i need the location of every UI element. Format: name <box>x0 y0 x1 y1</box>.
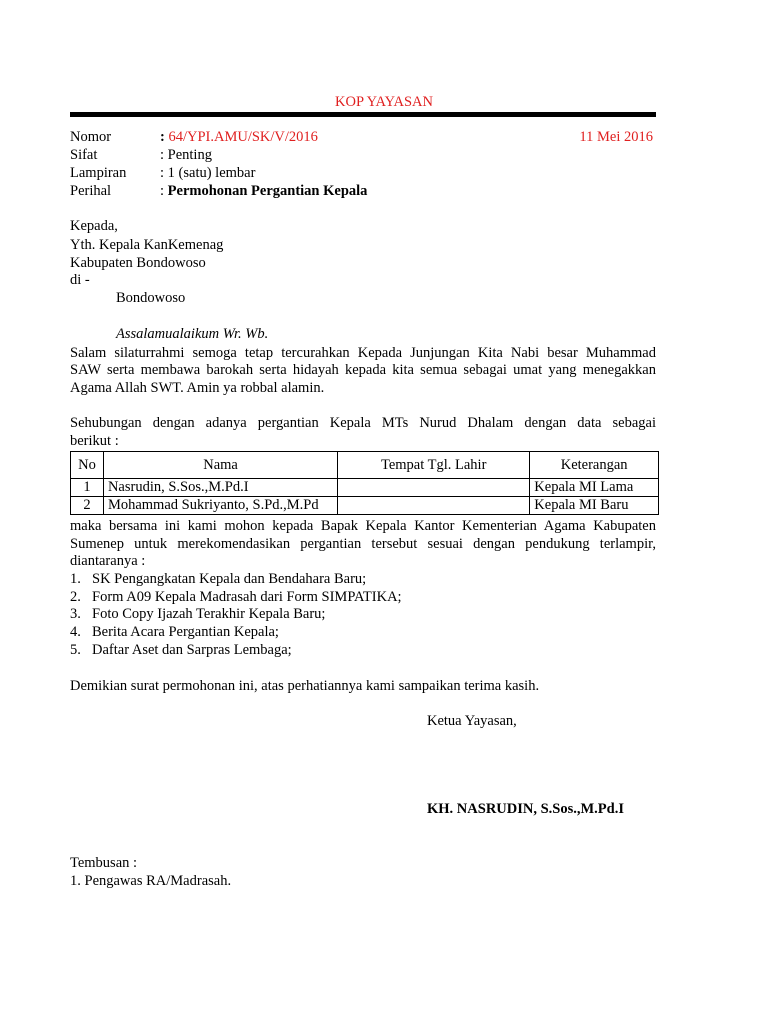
list-item: 4. Berita Acara Pergantian Kepala; <box>70 624 279 640</box>
table-row <box>71 497 659 515</box>
list-item: 2. Form A09 Kepala Madrasah dari Form SIMPATIKA; <box>70 589 402 605</box>
closing-sentence: Demikian surat permohonan ini, atas perhatiannya kami sampaikan terima kasih. <box>70 678 540 694</box>
recipient-kabupaten: Kabupaten Bondowoso <box>70 255 206 271</box>
para2-line2: berikut : <box>70 433 119 449</box>
lampiran-value: : 1 (satu) lembar <box>160 165 256 181</box>
tembusan-item: 1. Pengawas RA/Madrasah. <box>70 873 232 889</box>
table-cell-no: 1 <box>71 479 104 497</box>
table-row <box>71 479 659 497</box>
perihal-value: : Permohonan Pergantian Kepala <box>160 183 368 199</box>
nomor-label: Nomor <box>70 129 112 145</box>
table-cell-no: 2 <box>71 497 104 515</box>
sifat-value: : Penting <box>160 147 212 163</box>
table-header-ttl: Tempat Tgl. Lahir <box>338 452 530 479</box>
table-header-row <box>71 452 659 479</box>
recipient-di: di - <box>70 272 90 288</box>
letter-date: 11 Mei 2016 <box>579 129 653 145</box>
tembusan-label: Tembusan : <box>70 855 138 871</box>
lampiran-label: Lampiran <box>70 165 127 181</box>
table-header-nama: Nama <box>103 452 337 479</box>
signature-role: Ketua Yayasan, <box>427 713 517 729</box>
recipient-city: Bondowoso <box>116 290 186 306</box>
table-cell-nama: Nasrudin, S.Sos.,M.Pd.I <box>103 479 337 497</box>
table-header-keterangan: Keterangan <box>530 452 659 479</box>
recipient-kepada: Kepada, <box>70 218 118 234</box>
table-header-no: No <box>71 452 104 479</box>
personnel-table <box>70 451 659 515</box>
table-cell-nama: Mohammad Sukriyanto, S.Pd.,M.Pd <box>103 497 337 515</box>
perihal-label: Perihal <box>70 183 112 199</box>
table-cell-ttl <box>338 479 530 497</box>
signature-name: KH. NASRUDIN, S.Sos.,M.Pd.I <box>427 801 624 817</box>
recipient-yth: Yth. Kepala KanKemenag <box>70 237 224 253</box>
para1-line3: Agama Allah SWT. Amin ya robbal alamin. <box>70 380 325 396</box>
para1-line1: Salam silaturrahmi semoga tetap tercurahkan Kepada Junjungan Kita Nabi besar Muhammad <box>70 345 656 361</box>
list-item: 3. Foto Copy Ijazah Terakhir Kepala Baru; <box>70 606 326 622</box>
list-item: 5. Daftar Aset dan Sarpras Lembaga; <box>70 642 292 658</box>
nomor-value: : 64/YPI.AMU/SK/V/2016 <box>160 129 318 145</box>
para2-line1: Sehubungan dengan adanya pergantian Kepala MTs Nurud Dhalam dengan data sebagai <box>70 415 656 431</box>
table-cell-keterangan: Kepala MI Lama <box>530 479 659 497</box>
list-item: 1. SK Pengangkatan Kepala dan Bendahara Baru; <box>70 571 367 587</box>
para3-line3: diantaranya : <box>70 553 146 569</box>
para1-line2: SAW serta membawa barokah serta hidayah kepada kita semua sebagai umat yang menegakkan <box>70 362 656 378</box>
sifat-label: Sifat <box>70 147 98 163</box>
para3-line2: Sumenep untuk merekomendasikan pergantian tersebut sesuai dengan pendukung terlampir, <box>70 536 656 552</box>
letterhead-title: KOP YAYASAN <box>335 94 433 110</box>
greeting: Assalamualaikum Wr. Wb. <box>116 326 269 342</box>
para3-line1: maka bersama ini kami mohon kepada Bapak Kepala Kantor Kementerian Agama Kabupaten <box>70 518 656 534</box>
letterhead-rule <box>70 112 656 117</box>
table-cell-keterangan: Kepala MI Baru <box>530 497 659 515</box>
table-cell-ttl <box>338 497 530 515</box>
